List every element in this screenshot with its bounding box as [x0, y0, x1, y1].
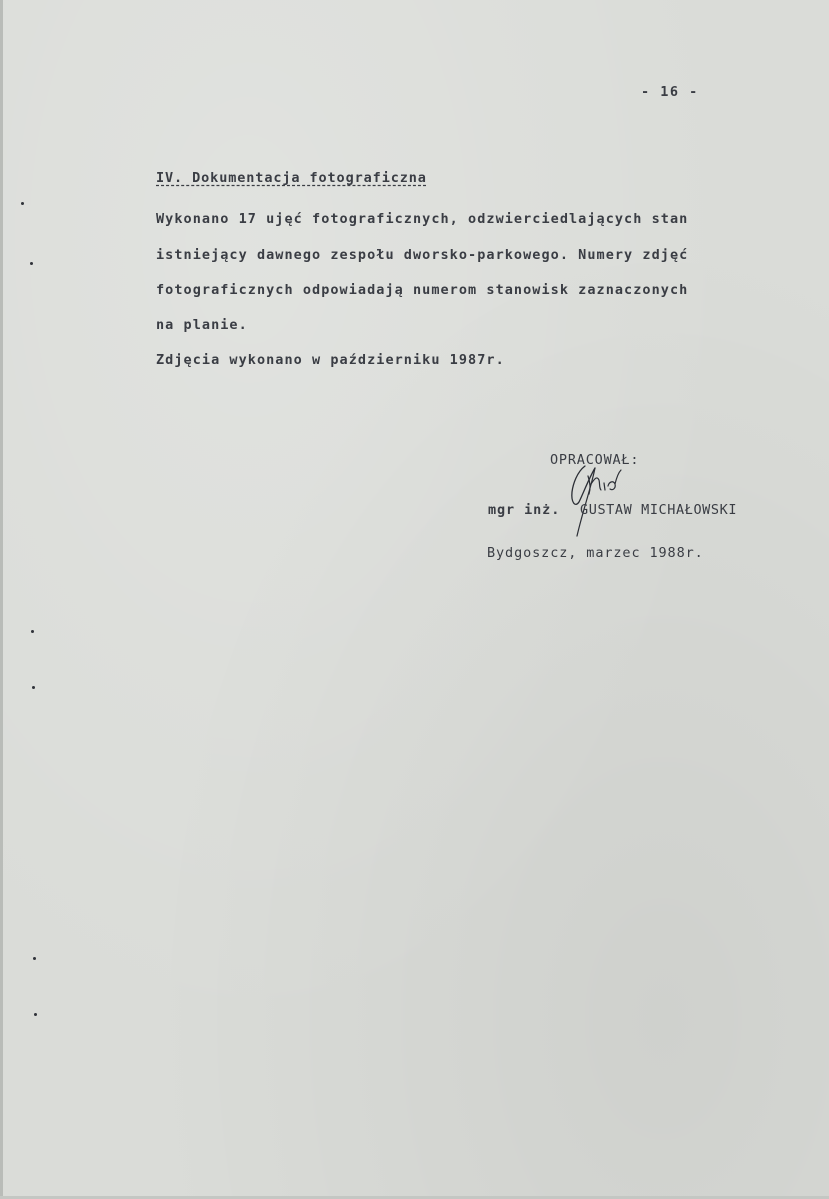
section-heading: IV. Dokumentacja fotograficzna: [156, 170, 427, 186]
body-line: Wykonano 17 ujęć fotograficznych, odzwierciedlających stan: [156, 211, 689, 227]
margin-dot: [30, 262, 33, 265]
author-title: mgr inż.: [488, 502, 561, 518]
place-and-date: Bydgoszcz, marzec 1988r.: [487, 545, 704, 561]
page-left-edge: [0, 0, 3, 1199]
author-name: GUSTAW MICHAŁOWSKI: [580, 502, 738, 518]
prepared-by-label: OPRACOWAŁ:: [550, 452, 640, 468]
handwritten-signature: [555, 458, 645, 540]
margin-dot: [32, 686, 35, 689]
margin-dot: [33, 957, 36, 960]
margin-dot: [31, 630, 34, 633]
margin-dot: [34, 1013, 37, 1016]
body-line: Zdjęcia wykonano w październiku 1987r.: [156, 352, 505, 368]
body-line: istniejący dawnego zespołu dworsko-parkowego. Numery zdjęć: [156, 247, 689, 263]
margin-dot: [21, 202, 24, 205]
body-line: na planie.: [156, 317, 248, 333]
body-line: fotograficznych odpowiadają numerom stanowisk zaznaczonych: [156, 282, 689, 298]
page-number: - 16 -: [641, 84, 699, 100]
